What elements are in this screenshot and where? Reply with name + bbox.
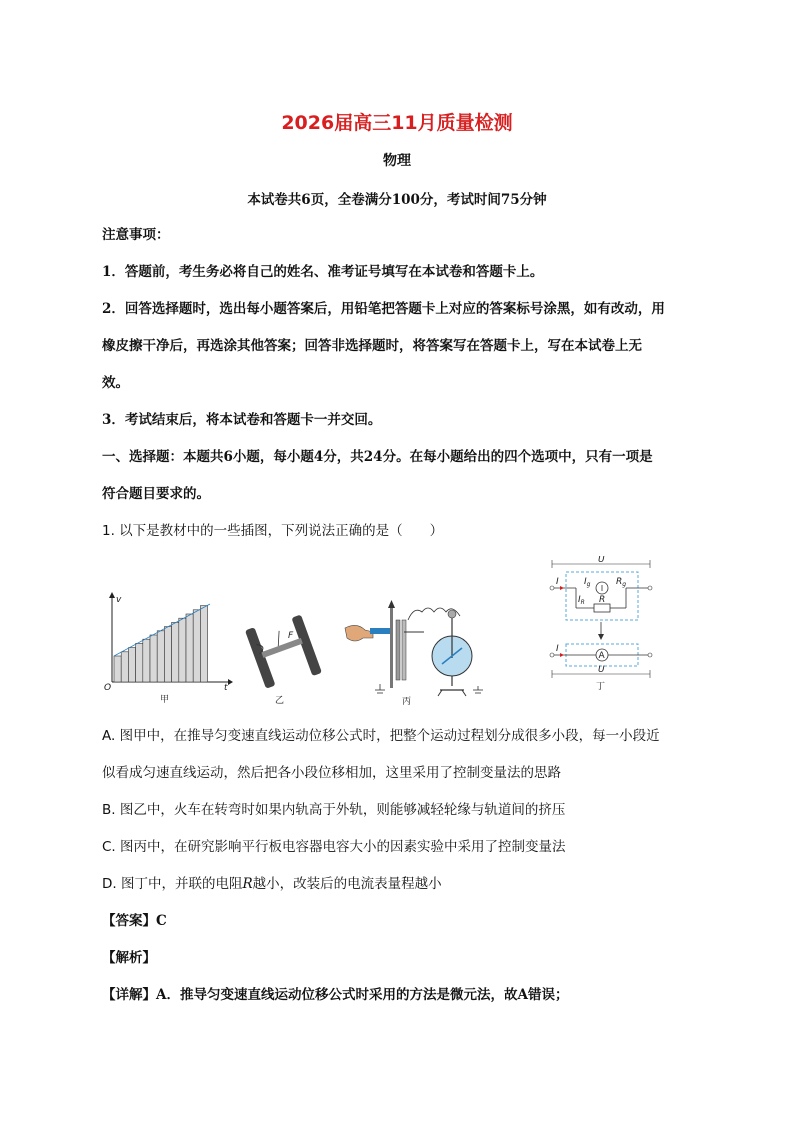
exam-title: 2026届高三11月质量检测 — [281, 112, 513, 134]
jia-bar — [121, 652, 128, 682]
jia-bar — [179, 618, 186, 682]
ding-current-bottom: I — [556, 644, 559, 654]
jia-bar — [128, 648, 135, 682]
figure-ding — [546, 556, 656, 691]
ding-current-top: I — [556, 577, 559, 587]
figure-yi — [240, 600, 330, 705]
option-c: C. 图丙中，在研究影响平行板电容器电容大小的因素实验中采用了控制变量法 — [102, 839, 566, 855]
jia-bar — [150, 635, 157, 682]
figure-bing-caption: 丙 — [402, 697, 412, 707]
note-item-2-line-1: 2．回答选择题时，选出每小题答案后，用铅笔把答题卡上对应的答案标号涂黑，如有改动，用 — [102, 301, 665, 317]
yi-force-label: F — [288, 631, 294, 641]
jia-bar — [136, 643, 143, 682]
answer-label: 【答案】C — [102, 913, 167, 929]
ding-voltage-bottom: U — [598, 665, 605, 675]
ding-rg-label: $R_g$ — [616, 577, 627, 588]
subject-label: 物理 — [383, 153, 411, 169]
option-a-line-1: A. 图甲中，在推导匀变速直线运动位移公式时，把整个运动过程划分成很多小段，每一小段近 — [102, 728, 660, 744]
jia-t-axis-label: t — [224, 683, 228, 693]
note-item-1: 1．答题前，考生务必将自己的姓名、准考证号填写在本试卷和答题卡上。 — [102, 264, 544, 280]
jia-bar — [157, 631, 164, 682]
jia-bar — [200, 606, 207, 682]
note-item-3: 3．考试结束后，将本试卷和答题卡一并交回。 — [102, 412, 382, 428]
jia-bar — [143, 639, 150, 682]
figure-yi-caption: 乙 — [275, 696, 285, 705]
figure-bing — [340, 598, 490, 708]
ding-voltage-top: U — [598, 556, 605, 565]
option-a-line-2: 似看成匀速直线运动，然后把各小段位移相加，这里采用了控制变量法的思路 — [102, 765, 561, 781]
notes-heading: 注意事项： — [102, 227, 170, 243]
jia-v-axis-label: v — [116, 595, 122, 605]
jia-bar — [172, 622, 179, 682]
jia-bar — [193, 610, 200, 682]
ding-ig-label: $I_g$ — [584, 577, 591, 588]
note-item-2-line-3: 效。 — [102, 375, 129, 391]
figure-jia-caption: 甲 — [160, 695, 170, 705]
section-1-heading-line-1: 一、选择题：本题共6小题，每小题4分，共24分。在每小题给出的四个选项中，只有一项是 — [102, 449, 653, 465]
question-1-stem: 1. 以下是教材中的一些插图，下列说法正确的是（ ） — [102, 523, 444, 539]
analysis-label: 【解析】 — [102, 950, 156, 966]
jia-bar — [114, 656, 121, 682]
jia-origin-label: O — [104, 683, 112, 693]
note-item-2-line-2: 橡皮擦干净后，再选涂其他答案；回答非选择题时，将答案写在答题卡上，写在本试卷上无 — [102, 338, 642, 354]
option-b: B. 图乙中，火车在转弯时如果内轨高于外轨，则能够减轻轮缘与轨道间的挤压 — [102, 802, 566, 818]
ding-r-label: R — [599, 595, 606, 605]
jia-bar — [186, 614, 193, 682]
ding-ammeter-label: A — [598, 651, 605, 661]
jia-bar — [164, 627, 171, 682]
figure-ding-caption: 丁 — [596, 682, 606, 691]
section-1-heading-line-2: 符合题目要求的。 — [102, 486, 210, 502]
option-d: D. 图丁中，并联的电阻R越小，改装后的电流表量程越小 — [102, 876, 442, 892]
ding-ir-label: $I_R$ — [578, 595, 585, 606]
figure-jia — [100, 590, 235, 705]
exam-info: 本试卷共6页，全卷满分100分，考试时间75分钟 — [247, 192, 547, 208]
detail-text: 【详解】A．推导匀变速直线运动位移公式时采用的方法是微元法，故A错误； — [102, 987, 569, 1003]
